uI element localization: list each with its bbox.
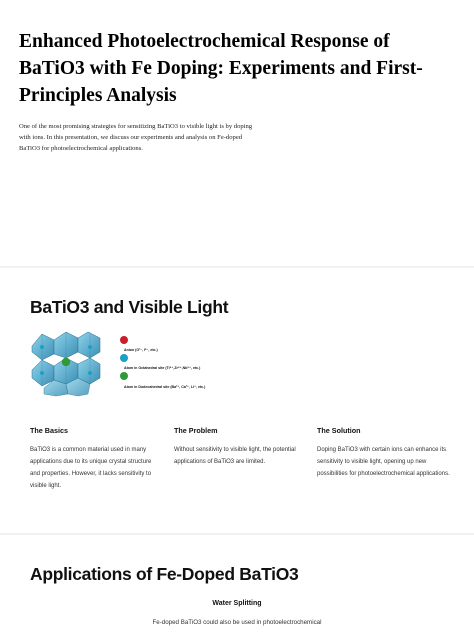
anion-legend-ball (120, 336, 128, 344)
section-subheading: Water Splitting (212, 600, 262, 607)
column-body: Without sensitivity to visible light, the potential applications of BaTiO3 are limited. (174, 447, 296, 465)
dodecahedral-legend-ball (120, 372, 128, 380)
section-body: Fe-doped BaTiO3 could also be used in photoelectrochemical (152, 619, 322, 626)
problem-column (174, 426, 304, 468)
basics-column (30, 426, 160, 492)
slide-title: Applications of Fe-Doped BaTiO3 (30, 564, 299, 584)
intro-paragraph: One of the most promising strategies for sensitizing BaTiO3 to visible light is by doping with ions. In this presentation, we discuss our experiments and analysis on Fe-doped BaTiO3 for photoelectrochemical applications. (19, 123, 253, 152)
legend-octahedral-label: Atom in Octahedral site (Ti⁴⁺,Zr⁴⁺,Nb⁵⁺, etc.) (124, 366, 201, 370)
column-heading: The Problem (174, 426, 218, 435)
column-heading: The Basics (30, 426, 68, 435)
slide-title: BaTiO3 and Visible Light (30, 297, 229, 317)
solution-column (317, 426, 452, 480)
legend-anion-label: Anion (O²⁻, F⁻, etc.) (124, 348, 158, 352)
legend-dodecahedral-label: Atom in Dodecahedral site (Ba²⁺, Ca²⁺, Li⁺, etc.) (124, 385, 206, 389)
perovskite-structure-figure (28, 330, 206, 396)
dodecahedral-atom (62, 358, 70, 366)
visible-light-slide (0, 268, 474, 533)
applications-slide (0, 535, 474, 632)
column-heading: The Solution (317, 426, 361, 435)
octahedral-legend-ball (120, 354, 128, 362)
column-body: Doping BaTiO3 with certain ions can enhance its sensitivity to visible light, opening up new possibilities for photoelectrochemical applications. (317, 447, 450, 477)
title-slide (0, 0, 474, 266)
column-body: BaTiO3 is a common material used in many applications due to its unique crystal structure and properties. However, it lacks sensitivity to visible light. (30, 447, 152, 489)
presentation-title: Enhanced Photoelectrochemical Response of BaTiO3 with Fe Doping: Experiments and First-Principles Analysis (19, 31, 423, 106)
